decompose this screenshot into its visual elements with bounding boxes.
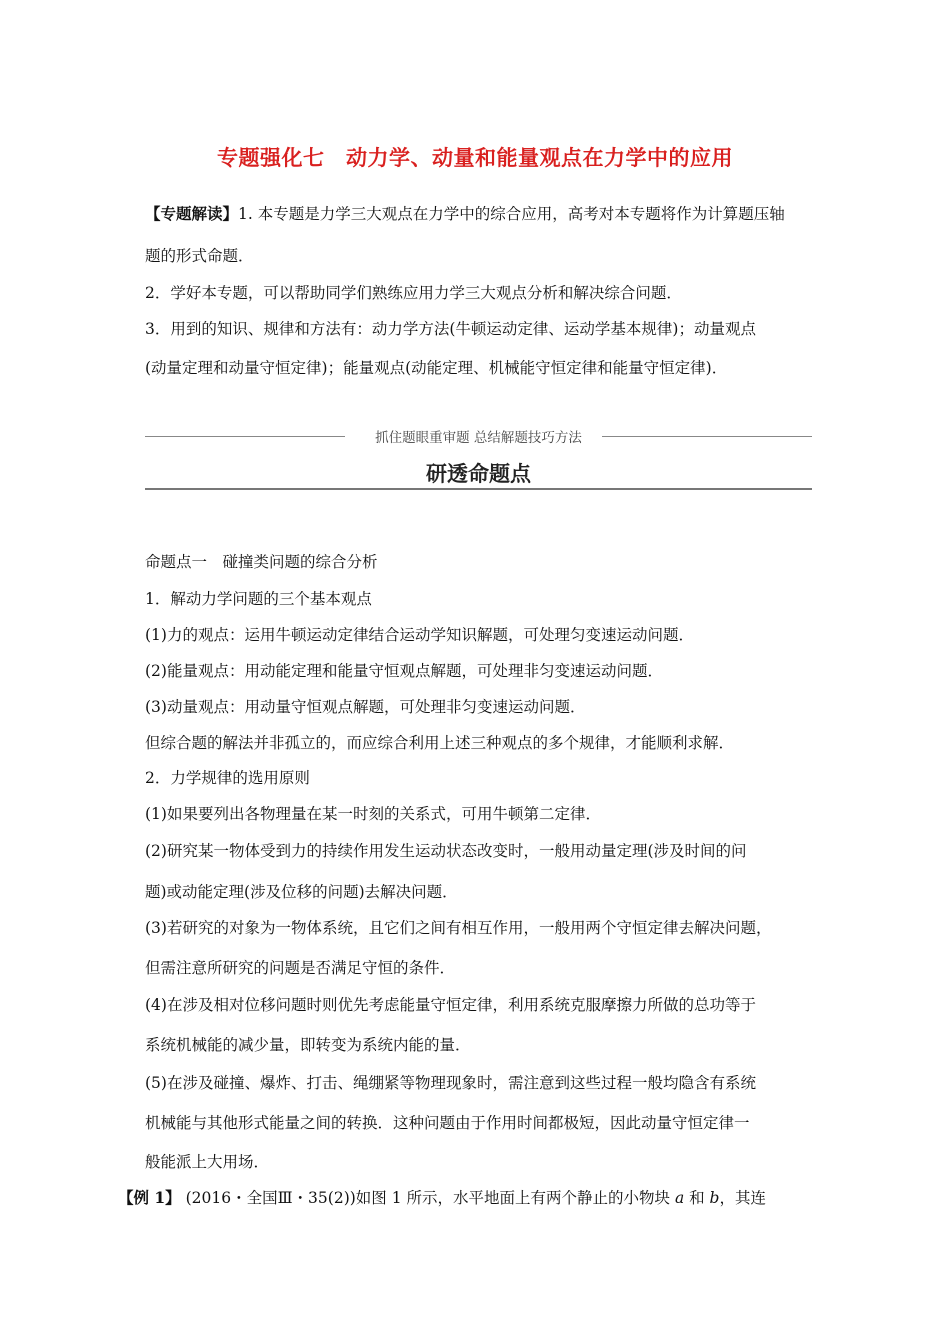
body-line: 2．力学规律的选用原则 [145,769,310,787]
example-text: (2016・全国Ⅲ・35(2))如图 1 所示，水平地面上有两个静止的小物块 [180,1189,675,1207]
section-title: 研透命题点 [426,462,531,486]
var-a: a [674,1189,685,1207]
example-line [118,1188,788,1208]
body-line: 机械能与其他形式能量之间的转换．这种问题由于作用时间都极短，因此动量守恒定律一 [145,1114,750,1132]
body-line: 1．解动力学问题的三个基本观点 [145,590,372,608]
body-line: (4)在涉及相对位移问题时则优先考虑能量守恒定律，利用系统克服摩擦力所做的总功等于 [145,996,756,1014]
example-text: ，其连 [719,1189,766,1207]
banner-subtitle: 抓住题眼重审题 总结解题技巧方法 [375,430,582,446]
body-line: 般能派上大用场． [145,1153,270,1171]
intro-text-1: 1. 本专题是力学三大观点在力学中的综合应用，高考对本专题将作为计算题压轴 [238,205,785,223]
body-line: 系统机械能的减少量，即转变为系统内能的量． [145,1036,471,1054]
page-title: 专题强化七 动力学、动量和能量观点在力学中的应用 [217,146,733,170]
banner-rule-right [602,436,812,437]
body-line: (2)研究某一物体受到力的持续作用发生运动状态改变时，一般用动量定理(涉及时间的问 [145,842,747,860]
intro-line-3: 2．学好本专题，可以帮助同学们熟练应用力学三大观点分析和解决综合问题． [145,284,682,302]
topic-heading: 命题点一 碰撞类问题的综合分析 [145,553,378,571]
example-text: 和 [684,1189,710,1207]
intro-line-2: 题的形式命题． [145,247,254,265]
intro-label: 【专题解读】 [145,204,239,223]
body-line: (3)若研究的对象为一物体系统，且它们之间有相互作用，一般用两个守恒定律去解决问题， [145,919,772,937]
body-line: (2)能量观点：用动能定理和能量守恒观点解题，可处理非匀变速运动问题． [145,662,663,680]
body-line: 但综合题的解法并非孤立的，而应综合利用上述三种观点的多个规律，才能顺利求解． [145,734,735,752]
section-banner [145,426,812,446]
intro-line-5: (动量定理和动量守恒定律)；能量观点(动能定理、机械能守恒定律和能量守恒定律)． [145,359,728,377]
body-line: (1)如果要列出各物理量在某一时刻的关系式，可用牛顿第二定律． [145,805,601,823]
body-line: 但需注意所研究的问题是否满足守恒的条件． [145,959,456,977]
body-line: (5)在涉及碰撞、爆炸、打击、绳绷紧等物理现象时，需注意到这些过程一般均隐含有系统 [145,1074,756,1092]
body-line: 题)或动能定理(涉及位移的问题)去解决问题． [145,883,458,901]
var-b: b [709,1189,720,1207]
intro-line-4: 3．用到的知识、规律和方法有：动力学方法(牛顿运动定律、运动学基本规律)；动量观点 [145,320,756,338]
example-label: 【例 1】 [118,1188,181,1207]
body-line: (3)动量观点：用动量守恒观点解题，可处理非匀变速运动问题． [145,698,586,716]
intro-line-1 [145,204,815,224]
body-line: (1)力的观点：运用牛顿运动定律结合运动学知识解题，可处理匀变速运动问题． [145,626,694,644]
section-rule [145,488,812,490]
